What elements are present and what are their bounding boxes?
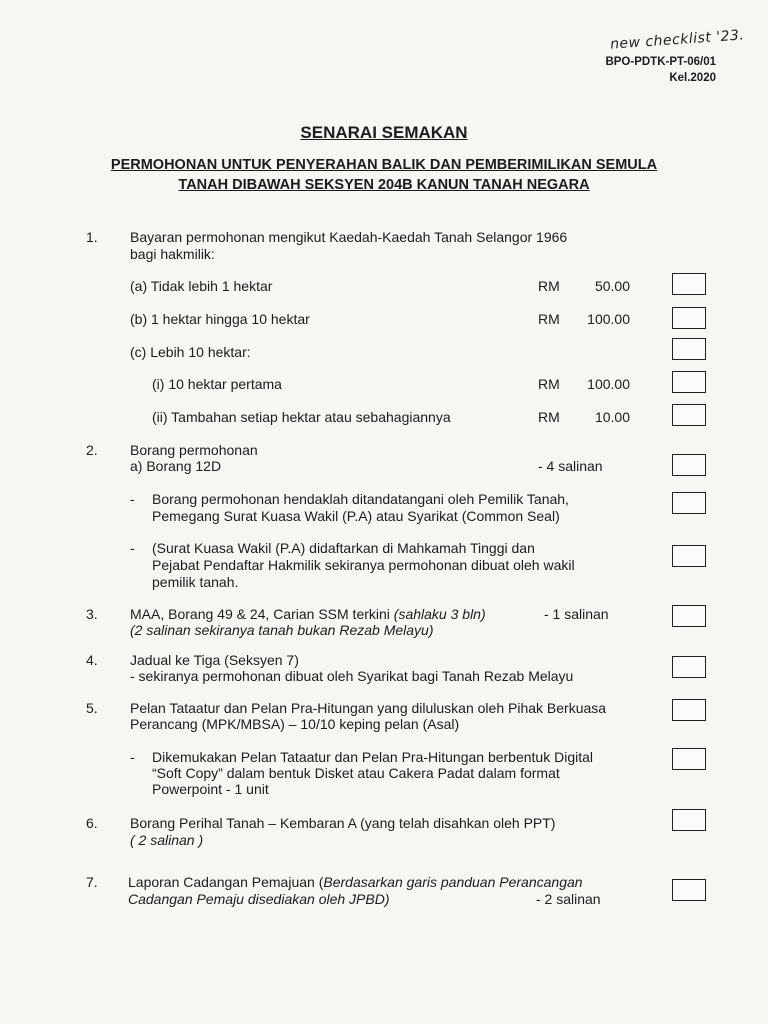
item-3-text <box>130 606 486 623</box>
item-2-sub-a: a) Borang 12D <box>130 458 222 474</box>
item-2-note-2-cont: Pejabat Pendaftar Hakmilik sekiranya permohonan dibuat oleh wakil <box>152 557 575 573</box>
item-7-guideline-cont: Cadangan Pemaju disediakan oleh JPBD) <box>128 891 390 907</box>
fee-label: (c) Lebih 10 hektar: <box>130 344 251 360</box>
item-2-note-1-cont: Pemegang Surat Kuasa Wakil (P.A) atau Syarikat (Common Seal) <box>152 508 560 524</box>
item-3-validity: (sahlaku 3 bln) <box>393 606 486 622</box>
item-4-text: Jadual ke Tiga (Seksyen 7) <box>130 652 299 668</box>
checkbox-2-power-of-attorney[interactable] <box>672 545 706 567</box>
checkbox-1c-ii[interactable] <box>672 404 706 426</box>
item-5-text: Pelan Tataatur dan Pelan Pra-Hitungan yang diluluskan oleh Pihak Berkuasa <box>130 700 607 716</box>
item-3-text-main: MAA, Borang 49 & 24, Carian SSM terkini <box>130 606 394 622</box>
copies-count: - 1 salinan <box>544 606 609 622</box>
item-5-text-cont: Perancang (MPK/MBSA) – 10/10 keping pelan (Asal) <box>130 716 460 732</box>
fee-amount: 50.00 <box>594 278 630 294</box>
fee-label: (b) 1 hektar hingga 10 hektar <box>130 311 310 327</box>
item-number: 6. <box>86 815 98 831</box>
fee-currency: RM <box>538 278 560 294</box>
fee-currency: RM <box>538 409 560 425</box>
fee-amount: 100.00 <box>587 376 630 392</box>
item-number: 7. <box>86 874 98 890</box>
item-2-note-1: Borang permohonan hendaklah ditandatangani oleh Pemilik Tanah, <box>152 491 569 507</box>
fee-label: (i) 10 hektar pertama <box>152 376 282 392</box>
revision-date: Kel.2020 <box>669 72 716 84</box>
checkbox-6[interactable] <box>672 809 706 831</box>
item-2-note-2: (Surat Kuasa Wakil (P.A) didaftarkan di Mahkamah Tinggi dan <box>152 540 535 556</box>
checkbox-7[interactable] <box>672 879 706 901</box>
item-number: 4. <box>86 652 98 668</box>
item-1-text-cont: bagi hakmilik: <box>130 246 215 262</box>
item-number: 3. <box>86 606 98 622</box>
fee-currency: RM <box>538 311 560 327</box>
item-7-text-main: Laporan Cadangan Pemajuan ( <box>128 874 324 890</box>
item-5-note-cont: “Soft Copy” dalam bentuk Disket atau Cakera Padat dalam format <box>152 765 560 781</box>
checkbox-3[interactable] <box>672 605 706 627</box>
item-1-text: Bayaran permohonan mengikut Kaedah-Kaedah Tanah Selangor 1966 <box>130 229 568 245</box>
fee-amount: 100.00 <box>587 311 630 327</box>
item-5-note-cont: Powerpoint - 1 unit <box>152 781 269 797</box>
page-title: SENARAI SEMAKAN <box>300 123 468 142</box>
bullet-dash: - <box>130 749 135 765</box>
item-7-guideline: Berdasarkan garis panduan Perancangan <box>323 874 583 890</box>
fee-amount: 10.00 <box>594 409 630 425</box>
checkbox-5-soft-copy[interactable] <box>672 748 706 770</box>
checkbox-1a[interactable] <box>672 273 706 295</box>
item-4-note: - sekiranya permohonan dibuat oleh Syarikat bagi Tanah Rezab Melayu <box>130 668 574 684</box>
fee-label: (a) Tidak lebih 1 hektar <box>130 278 273 294</box>
checkbox-2a[interactable] <box>672 454 706 476</box>
item-2-note-2-cont: pemilik tanah. <box>152 574 239 590</box>
bullet-dash: - <box>130 491 135 507</box>
form-code: BPO-PDTK-PT-06/01 <box>605 56 716 68</box>
item-6-text: Borang Perihal Tanah – Kembaran A (yang telah disahkan oleh PPT) <box>130 815 556 831</box>
checkbox-1b[interactable] <box>672 307 706 329</box>
handwritten-note: new checklist '23. <box>609 27 745 53</box>
copies-count: - 2 salinan <box>536 891 601 907</box>
item-6-note: ( 2 salinan ) <box>130 832 204 848</box>
checkbox-5[interactable] <box>672 699 706 721</box>
item-number: 1. <box>86 229 98 245</box>
subtitle-line-1: PERMOHONAN UNTUK PENYERAHAN BALIK DAN PEMBERIMILIKAN SEMULA <box>110 157 658 173</box>
fee-label: (ii) Tambahan setiap hektar atau sebahagiannya <box>152 409 451 425</box>
checkbox-1c-i[interactable] <box>672 371 706 393</box>
item-3-note: (2 salinan sekiranya tanah bukan Rezab Melayu) <box>130 622 434 638</box>
copies-count: - 4 salinan <box>538 458 603 474</box>
fee-currency: RM <box>538 376 560 392</box>
checkbox-4[interactable] <box>672 656 706 678</box>
subtitle-line-2: TANAH DIBAWAH SEKSYEN 204B KANUN TANAH NEGARA <box>178 177 590 193</box>
bullet-dash: - <box>130 540 135 556</box>
item-2-text: Borang permohonan <box>130 442 258 458</box>
checkbox-2-signature[interactable] <box>672 492 706 514</box>
checkbox-1c[interactable] <box>672 338 706 360</box>
item-number: 2. <box>86 442 98 458</box>
item-7-text <box>128 874 583 891</box>
item-5-note: Dikemukakan Pelan Tataatur dan Pelan Pra-Hitungan berbentuk Digital <box>152 749 594 765</box>
item-number: 5. <box>86 700 98 716</box>
